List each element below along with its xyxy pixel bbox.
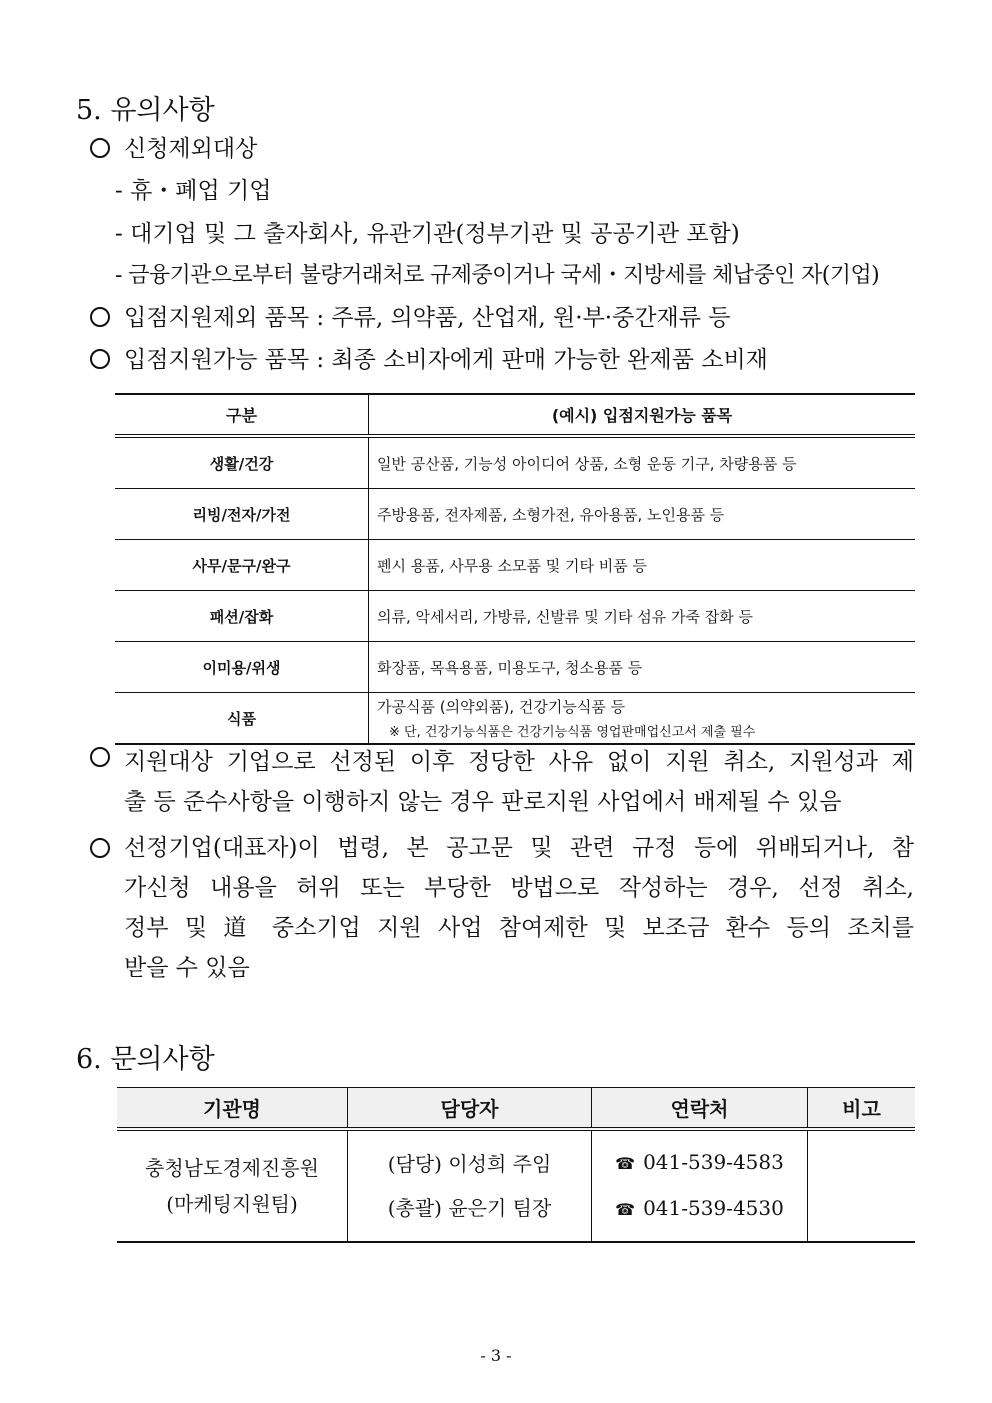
contact-person: (총괄) 윤은기 팀장: [387, 1196, 552, 1220]
row-category: 생활/건강: [115, 436, 369, 489]
exclusion-item: - 대기업 및 그 출자회사, 유관기관(정부기관 및 공공기관 포함): [115, 221, 740, 247]
table-row: [115, 436, 915, 489]
row-items-with-note: [369, 693, 916, 745]
exclusion-item: - 휴・폐업 기업: [115, 178, 272, 204]
phone-line: [593, 1186, 806, 1232]
phone-line: [593, 1140, 806, 1186]
available-products: 입점지원가능 품목 : 최종 소비자에게 판매 가능한 완제품 소비재: [90, 345, 768, 375]
header-org: 기관명: [117, 1088, 348, 1130]
notice2-line: 선정기업(대표자)이 법령, 본 공고문 및 관련 규정 등에 위배되거나, 참: [124, 835, 914, 861]
row-category: 이미용/위생: [115, 642, 369, 693]
header-note: 비고: [808, 1088, 916, 1130]
table-row: [115, 591, 915, 642]
header-items: (예시) 입점지원가능 품목: [369, 394, 916, 436]
table-row: [115, 642, 915, 693]
row-note: ※ 단, 건강기능식품은 건강기능식품 영업판매업신고서 제출 필수: [389, 725, 756, 740]
table-row: [115, 693, 915, 745]
notice2-line: 정부 및 道 중소기업 지원 사업 참여제한 및 보조금 환수 등의 조치를: [124, 915, 914, 941]
excluded-products: 입점지원제외 품목 : 주류, 의약품, 산업재, 원·부·중간재류 등: [90, 303, 731, 333]
section6-title: 6. 문의사항: [76, 1044, 215, 1075]
notice2-line: 받을 수 있음: [124, 955, 250, 981]
notice1-line: 출 등 준수사항을 이행하지 않는 경우 판로지원 사업에서 배제될 수 있음: [124, 789, 842, 815]
header-contact: 담당자: [348, 1088, 592, 1130]
notice2-bullet: [90, 839, 124, 860]
org-cell: [117, 1129, 348, 1242]
phone-icon: ☎: [615, 1154, 636, 1173]
bullet-circle-icon: [90, 307, 110, 327]
page-number: - 3 -: [480, 1346, 512, 1365]
contact-cell: [348, 1129, 592, 1242]
notice1-line: 지원대상 기업으로 선정된 이후 정당한 사유 없이 지원 취소, 지원성과 제: [124, 749, 914, 775]
product-table: [115, 393, 915, 745]
notice2: [124, 828, 914, 988]
row-category: 리빙/전자/가전: [115, 489, 369, 540]
row-category: 사무/문구/완구: [115, 540, 369, 591]
section5-title: 5. 유의사항: [76, 95, 215, 126]
table-row: [115, 489, 915, 540]
phone-number: 041-539-4583: [643, 1150, 784, 1174]
bullet-circle-icon: [90, 138, 110, 158]
row-items: 가공식품 (의약외품), 건강기능식품 등: [377, 698, 626, 716]
bullet-circle-icon: [90, 838, 110, 858]
header-category: 구분: [115, 394, 369, 436]
row-category: 식품: [115, 693, 369, 745]
row-items: 의류, 악세서리, 가방류, 신발류 및 기타 섬유 가죽 잡화 등: [369, 591, 916, 642]
notice2-line: 가신청 내용을 허위 또는 부당한 방법으로 작성하는 경우, 선정 취소,: [124, 875, 914, 901]
table-row: [117, 1129, 915, 1242]
row-items: 펜시 용품, 사무용 소모품 및 기타 비품 등: [369, 540, 916, 591]
row-items: 일반 공산품, 기능성 아이디어 상품, 소형 운동 기구, 차량용품 등: [369, 436, 916, 489]
header-phone: 연락처: [592, 1088, 808, 1130]
exclusion-item: - 금융기관으로부터 불량거래처로 규제중이거나 국세・지방세를 체납중인 자(기업): [115, 263, 880, 288]
row-category: 패션/잡화: [115, 591, 369, 642]
table-row: [115, 540, 915, 591]
notice1-bullet: [90, 748, 124, 769]
exclusion-heading: 신청제외대상: [90, 134, 257, 164]
org-name: 충청남도경제진흥원: [145, 1156, 319, 1180]
note-cell: [808, 1129, 916, 1242]
row-items: 주방용품, 전자제품, 소형가전, 유아용품, 노인용품 등: [369, 489, 916, 540]
phone-number: 041-539-4530: [643, 1196, 784, 1220]
phone-icon: ☎: [615, 1200, 636, 1219]
org-team: (마케팅지원팀): [166, 1192, 298, 1216]
phone-cell: [592, 1129, 808, 1242]
notice1: [124, 742, 914, 822]
bullet-circle-icon: [90, 747, 110, 767]
row-items: 화장품, 목욕용품, 미용도구, 청소용품 등: [369, 642, 916, 693]
contact-person: (담당) 이성희 주임: [387, 1152, 552, 1176]
bullet-circle-icon: [90, 349, 110, 369]
table-header-row: [117, 1088, 915, 1130]
table-header-row: [115, 394, 915, 436]
contact-table: [117, 1087, 915, 1243]
